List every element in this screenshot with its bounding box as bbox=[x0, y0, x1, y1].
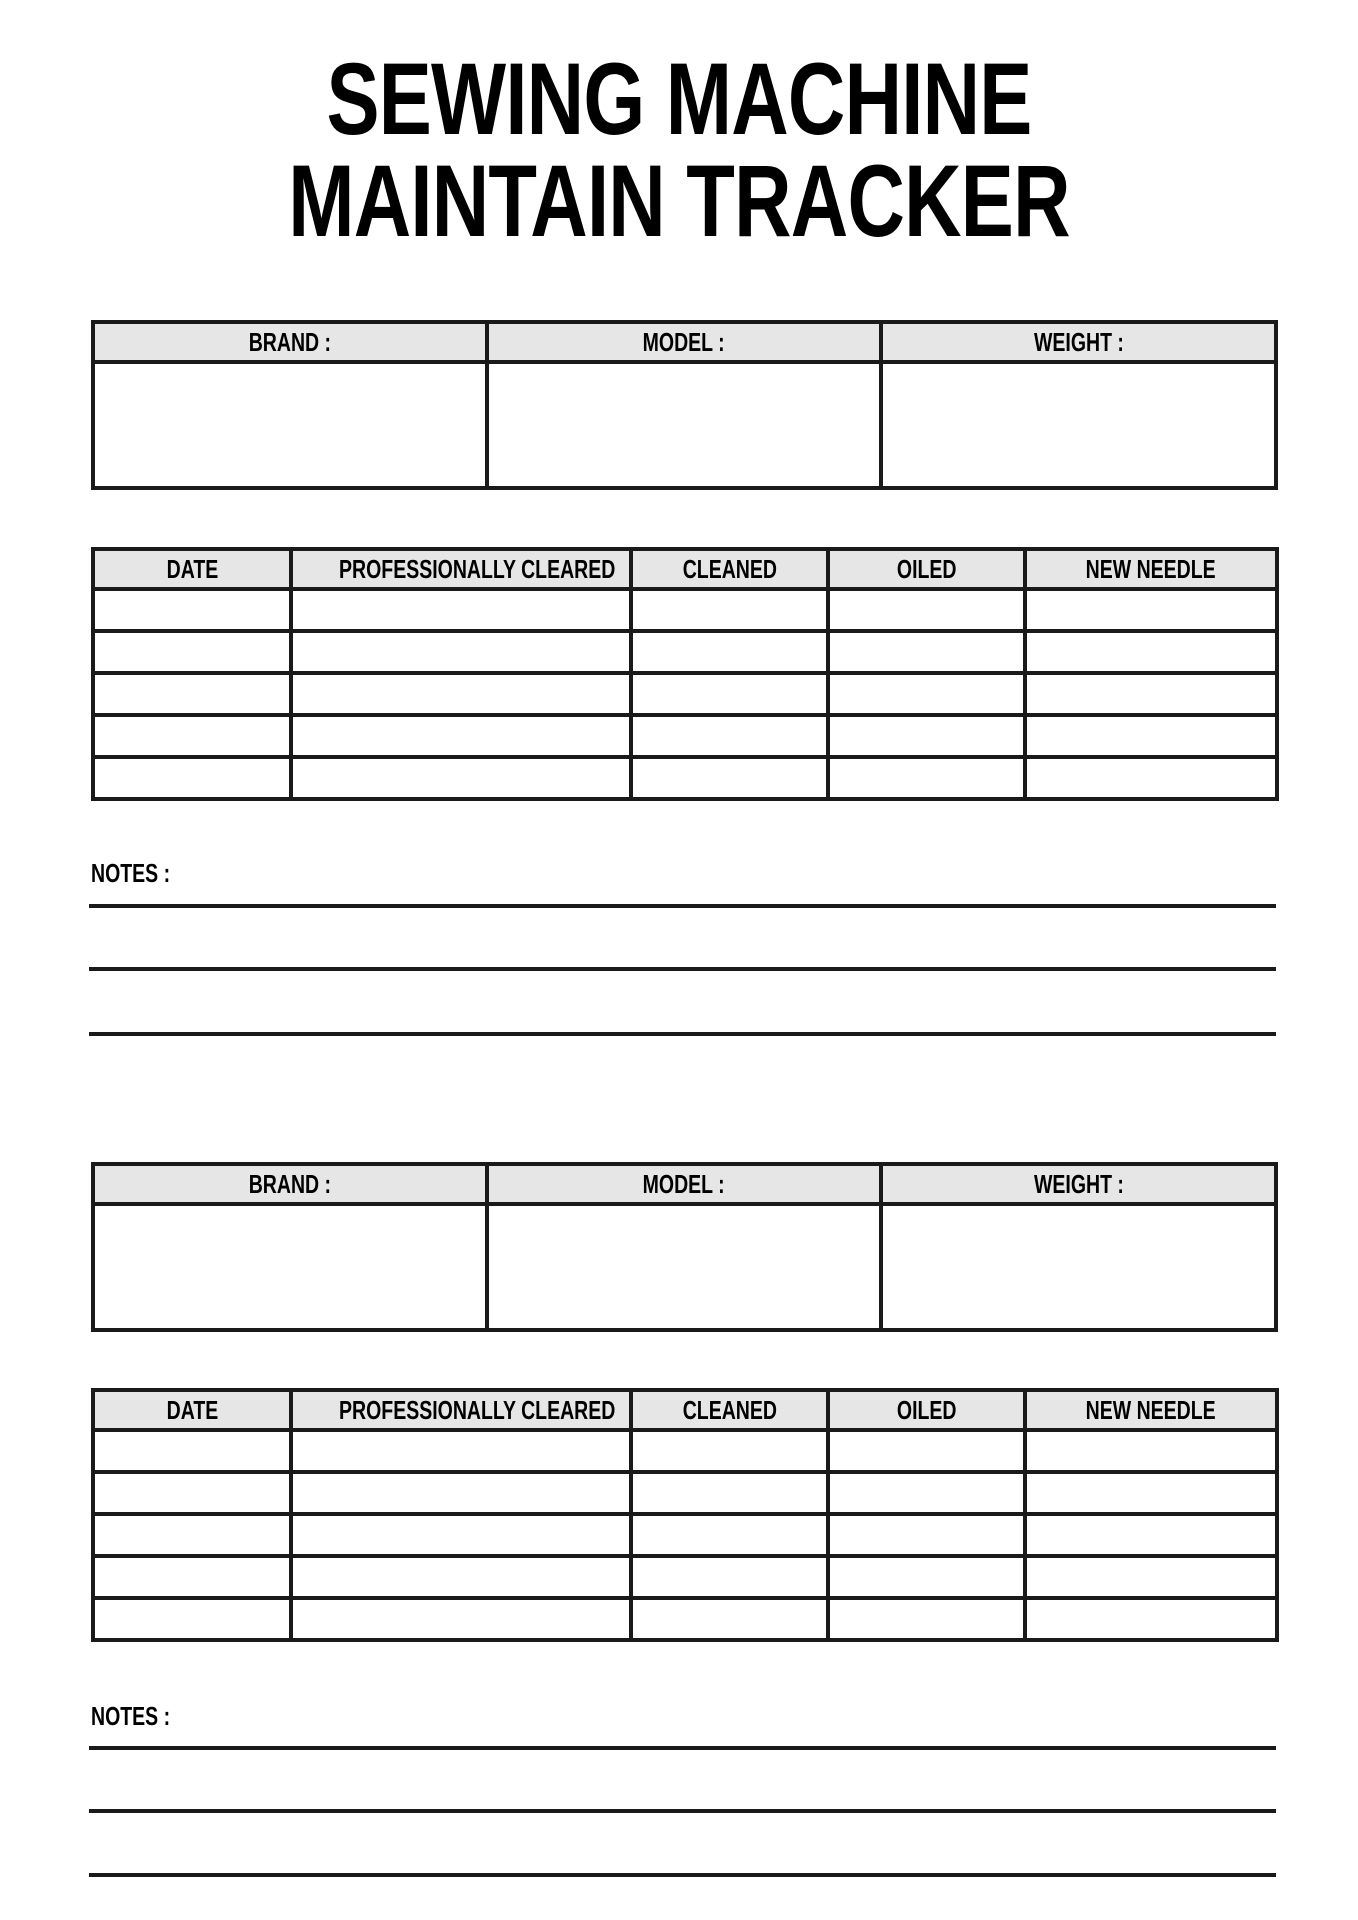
oiled-cell[interactable] bbox=[828, 631, 1025, 673]
notes-line[interactable] bbox=[89, 904, 1276, 908]
maintenance-log-table-1 bbox=[91, 547, 1279, 801]
date-cell[interactable] bbox=[93, 1556, 291, 1598]
new-needle-cell[interactable] bbox=[1025, 1430, 1277, 1472]
oiled-cell[interactable] bbox=[828, 1556, 1025, 1598]
oiled-cell[interactable] bbox=[828, 589, 1025, 631]
oiled-header: OILED bbox=[828, 1390, 1025, 1430]
professionally-cleared-cell[interactable] bbox=[291, 1598, 631, 1640]
cleaned-header: CLEANED bbox=[631, 1390, 828, 1430]
new-needle-cell[interactable] bbox=[1025, 673, 1277, 715]
brand-cell[interactable] bbox=[93, 362, 487, 488]
weight-header: WEIGHT : bbox=[881, 1164, 1276, 1204]
model-header: MODEL : bbox=[487, 322, 881, 362]
professionally-cleared-cell[interactable] bbox=[291, 757, 631, 799]
date-cell[interactable] bbox=[93, 631, 291, 673]
new-needle-cell[interactable] bbox=[1025, 1598, 1277, 1640]
professionally-cleared-header: PROFESSIONALLY CLEARED bbox=[291, 549, 631, 589]
cleaned-cell[interactable] bbox=[631, 757, 828, 799]
new-needle-cell[interactable] bbox=[1025, 589, 1277, 631]
oiled-header: OILED bbox=[828, 549, 1025, 589]
model-cell[interactable] bbox=[487, 362, 881, 488]
model-header: MODEL : bbox=[487, 1164, 881, 1204]
date-cell[interactable] bbox=[93, 1514, 291, 1556]
table-row bbox=[93, 631, 1277, 673]
date-header: DATE bbox=[93, 1390, 291, 1430]
notes-line[interactable] bbox=[89, 1873, 1276, 1877]
page-title-line-1: SEWING MACHINE bbox=[326, 42, 1032, 156]
new-needle-header: NEW NEEDLE bbox=[1025, 1390, 1277, 1430]
date-cell[interactable] bbox=[93, 1598, 291, 1640]
notes-label: NOTES : bbox=[91, 858, 171, 888]
cleaned-header: CLEANED bbox=[631, 549, 828, 589]
date-cell[interactable] bbox=[93, 1430, 291, 1472]
cleaned-cell[interactable] bbox=[631, 673, 828, 715]
notes-line[interactable] bbox=[89, 1746, 1276, 1750]
cleaned-cell[interactable] bbox=[631, 1556, 828, 1598]
brand-header: BRAND : bbox=[93, 322, 487, 362]
new-needle-header: NEW NEEDLE bbox=[1025, 549, 1277, 589]
professionally-cleared-cell[interactable] bbox=[291, 1556, 631, 1598]
professionally-cleared-cell[interactable] bbox=[291, 715, 631, 757]
oiled-cell[interactable] bbox=[828, 715, 1025, 757]
professionally-cleared-cell[interactable] bbox=[291, 673, 631, 715]
table-row bbox=[93, 1430, 1277, 1472]
date-cell[interactable] bbox=[93, 673, 291, 715]
date-cell[interactable] bbox=[93, 715, 291, 757]
new-needle-cell[interactable] bbox=[1025, 631, 1277, 673]
cleaned-cell[interactable] bbox=[631, 1598, 828, 1640]
weight-cell[interactable] bbox=[881, 362, 1276, 488]
professionally-cleared-cell[interactable] bbox=[291, 1430, 631, 1472]
oiled-cell[interactable] bbox=[828, 1514, 1025, 1556]
professionally-cleared-cell[interactable] bbox=[291, 631, 631, 673]
new-needle-cell[interactable] bbox=[1025, 715, 1277, 757]
professionally-cleared-header: PROFESSIONALLY CLEARED bbox=[291, 1390, 631, 1430]
notes-line[interactable] bbox=[89, 967, 1276, 971]
date-cell[interactable] bbox=[93, 589, 291, 631]
cleaned-cell[interactable] bbox=[631, 1430, 828, 1472]
professionally-cleared-cell[interactable] bbox=[291, 1472, 631, 1514]
professionally-cleared-cell[interactable] bbox=[291, 1514, 631, 1556]
table-row bbox=[93, 673, 1277, 715]
maintenance-log-table-2 bbox=[91, 1388, 1279, 1642]
notes-line[interactable] bbox=[89, 1809, 1276, 1813]
cleaned-cell[interactable] bbox=[631, 715, 828, 757]
table-row bbox=[93, 757, 1277, 799]
cleaned-cell[interactable] bbox=[631, 589, 828, 631]
page-title-line-2: MAINTAIN TRACKER bbox=[288, 144, 1070, 258]
table-row bbox=[93, 1598, 1277, 1640]
table-row bbox=[93, 589, 1277, 631]
oiled-cell[interactable] bbox=[828, 673, 1025, 715]
oiled-cell[interactable] bbox=[828, 1430, 1025, 1472]
date-cell[interactable] bbox=[93, 757, 291, 799]
table-row bbox=[93, 715, 1277, 757]
machine-info-table-1 bbox=[91, 320, 1278, 490]
table-row bbox=[93, 1514, 1277, 1556]
cleaned-cell[interactable] bbox=[631, 1472, 828, 1514]
cleaned-cell[interactable] bbox=[631, 631, 828, 673]
new-needle-cell[interactable] bbox=[1025, 1514, 1277, 1556]
new-needle-cell[interactable] bbox=[1025, 1556, 1277, 1598]
brand-cell[interactable] bbox=[93, 1204, 487, 1330]
new-needle-cell[interactable] bbox=[1025, 757, 1277, 799]
weight-header: WEIGHT : bbox=[881, 322, 1276, 362]
date-cell[interactable] bbox=[93, 1472, 291, 1514]
table-row bbox=[93, 1556, 1277, 1598]
cleaned-cell[interactable] bbox=[631, 1514, 828, 1556]
weight-cell[interactable] bbox=[881, 1204, 1276, 1330]
date-header: DATE bbox=[93, 549, 291, 589]
oiled-cell[interactable] bbox=[828, 757, 1025, 799]
professionally-cleared-cell[interactable] bbox=[291, 589, 631, 631]
oiled-cell[interactable] bbox=[828, 1598, 1025, 1640]
table-row bbox=[93, 1472, 1277, 1514]
model-cell[interactable] bbox=[487, 1204, 881, 1330]
new-needle-cell[interactable] bbox=[1025, 1472, 1277, 1514]
notes-label: NOTES : bbox=[91, 1701, 171, 1731]
machine-info-table-2 bbox=[91, 1162, 1278, 1332]
oiled-cell[interactable] bbox=[828, 1472, 1025, 1514]
notes-line[interactable] bbox=[89, 1032, 1276, 1036]
brand-header: BRAND : bbox=[93, 1164, 487, 1204]
